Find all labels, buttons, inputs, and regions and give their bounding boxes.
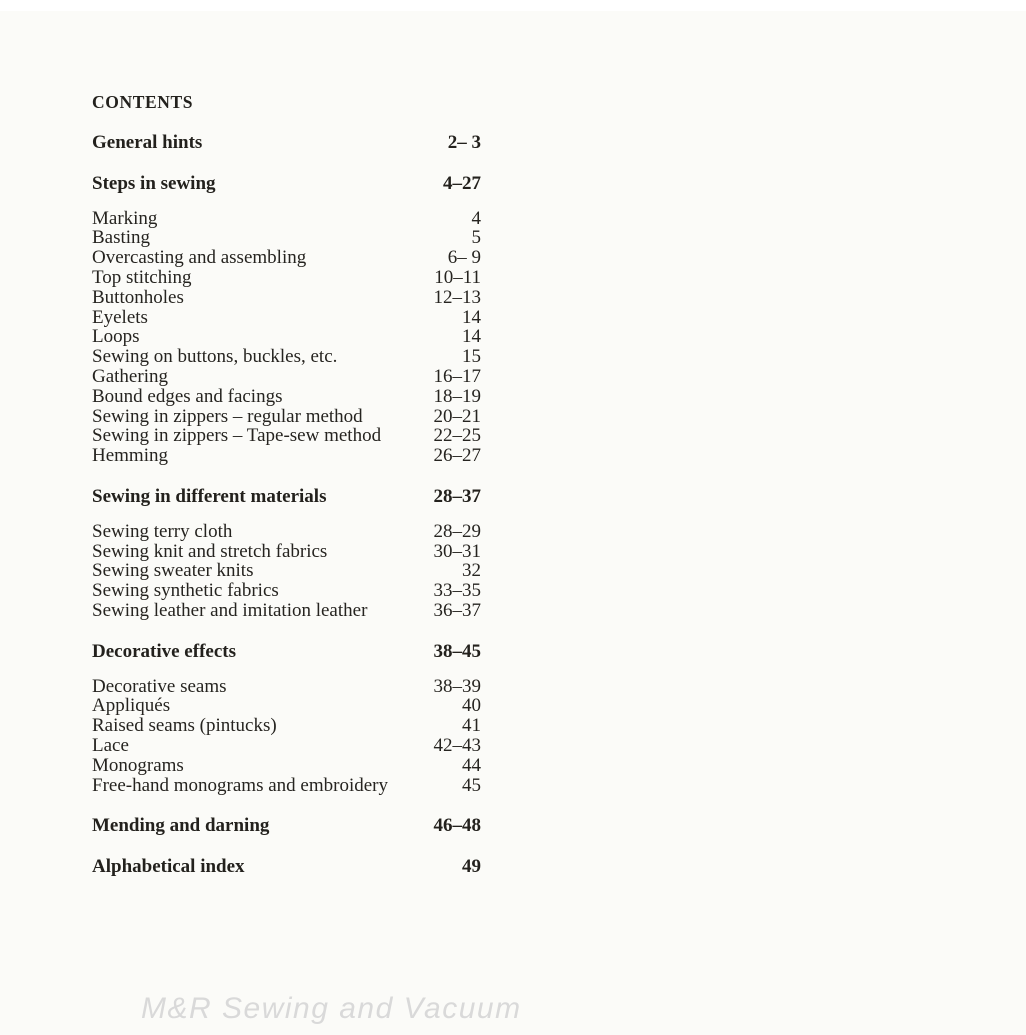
toc-item: [92, 426, 481, 446]
toc-item: [92, 327, 481, 347]
toc-entry-pages: 30–31: [433, 540, 481, 562]
table-of-contents: [92, 133, 481, 877]
toc-section-heading: [92, 487, 481, 507]
toc-item: [92, 288, 481, 308]
toc-entry-pages: 14: [462, 306, 481, 328]
toc-entry-pages: 40: [462, 695, 481, 717]
toc-entry-pages: 33–35: [433, 580, 481, 602]
toc-entry-pages: 18–19: [433, 385, 481, 407]
toc-entry-label: Lace: [92, 734, 129, 756]
toc-entry-pages: 32: [462, 560, 481, 582]
toc-item: [92, 446, 481, 466]
toc-section: [92, 174, 481, 466]
toc-entry-label: Sewing terry cloth: [92, 520, 233, 542]
toc-section-items: [92, 209, 481, 466]
scan-top-band: [0, 0, 1026, 11]
toc-section-heading: [92, 174, 481, 194]
toc-entry-label: Steps in sewing: [92, 172, 216, 194]
toc-item: [92, 776, 481, 796]
toc-section-heading: [92, 857, 481, 877]
toc-section-heading: [92, 642, 481, 662]
toc-entry-label: Decorative seams: [92, 675, 227, 697]
toc-entry-label: Hemming: [92, 445, 168, 467]
toc-item: [92, 248, 481, 268]
toc-entry-label: Sewing leather and imitation leather: [92, 599, 368, 621]
toc-entry-label: Sewing on buttons, buckles, etc.: [92, 346, 338, 368]
toc-entry-pages: 10–11: [434, 266, 481, 288]
toc-entry-pages: 42–43: [433, 734, 481, 756]
toc-section-heading: [92, 133, 481, 153]
toc-entry-label: Sewing in zippers – regular method: [92, 405, 363, 427]
toc-entry-label: Sewing in different materials: [92, 485, 327, 507]
toc-entry-pages: 45: [462, 774, 481, 796]
toc-entry-pages: 28–37: [433, 485, 481, 507]
toc-entry-pages: 49: [462, 856, 481, 878]
toc-entry-label: Marking: [92, 207, 158, 229]
toc-item: [92, 228, 481, 248]
toc-entry-label: Sewing synthetic fabrics: [92, 580, 279, 602]
toc-item: [92, 308, 481, 328]
toc-entry-pages: 16–17: [433, 365, 481, 387]
toc-entry-pages: 38–39: [433, 675, 481, 697]
toc-item: [92, 407, 481, 427]
toc-section-items: [92, 522, 481, 621]
toc-entry-label: Top stitching: [92, 266, 192, 288]
toc-entry-label: Sewing sweater knits: [92, 560, 254, 582]
toc-entry-label: Sewing in zippers – Tape-sew method: [92, 425, 382, 447]
toc-entry-pages: 6– 9: [447, 247, 481, 269]
toc-entry-pages: 14: [462, 326, 481, 348]
toc-item: [92, 677, 481, 697]
toc-entry-pages: 26–27: [433, 445, 481, 467]
page-title: CONTENTS: [92, 92, 194, 112]
toc-entry-pages: 12–13: [433, 286, 481, 308]
toc-entry-pages: 20–21: [433, 405, 481, 427]
toc-section-items: [92, 677, 481, 796]
toc-entry-pages: 28–29: [433, 520, 481, 542]
toc-entry-label: Appliqués: [92, 695, 171, 717]
toc-item: [92, 696, 481, 716]
toc-entry-label: Basting: [92, 227, 151, 249]
toc-entry-pages: 4: [471, 207, 481, 229]
toc-entry-label: Decorative effects: [92, 640, 236, 662]
toc-entry-label: Gathering: [92, 365, 168, 387]
toc-item: [92, 601, 481, 621]
toc-entry-pages: 46–48: [433, 815, 481, 837]
toc-item: [92, 716, 481, 736]
toc-item: [92, 268, 481, 288]
toc-item: [92, 387, 481, 407]
toc-entry-label: Monograms: [92, 754, 184, 776]
toc-entry-pages: 38–45: [433, 640, 481, 662]
toc-item: [92, 736, 481, 756]
toc-item: [92, 581, 481, 601]
toc-entry-pages: 2– 3: [447, 132, 481, 153]
toc-entry-pages: 4–27: [443, 172, 481, 194]
toc-entry-pages: 5: [471, 227, 481, 249]
toc-entry-pages: 22–25: [433, 425, 481, 447]
toc-item: [92, 347, 481, 367]
toc-entry-pages: 36–37: [433, 599, 481, 621]
toc-item: [92, 542, 481, 562]
toc-entry-label: Bound edges and facings: [92, 385, 283, 407]
watermark-text: M&R Sewing and Vacuum: [141, 992, 522, 1025]
toc-entry-label: Raised seams (pintucks): [92, 715, 277, 737]
toc-section: [92, 642, 481, 796]
toc-section: [92, 133, 481, 153]
toc-item: [92, 756, 481, 776]
toc-section: [92, 816, 481, 836]
toc-section: [92, 487, 481, 621]
toc-entry-label: Sewing knit and stretch fabrics: [92, 540, 328, 562]
toc-entry-label: Loops: [92, 326, 140, 348]
toc-item: [92, 209, 481, 229]
toc-entry-label: Alphabetical index: [92, 856, 245, 878]
toc-entry-label: Mending and darning: [92, 815, 270, 837]
toc-item: [92, 367, 481, 387]
toc-entry-pages: 44: [462, 754, 481, 776]
toc-item: [92, 561, 481, 581]
toc-item: [92, 522, 481, 542]
toc-entry-label: General hints: [92, 132, 203, 153]
toc-entry-label: Eyelets: [92, 306, 148, 328]
toc-entry-label: Overcasting and assembling: [92, 247, 307, 269]
toc-entry-pages: 41: [462, 715, 481, 737]
toc-entry-label: Free-hand monograms and embroidery: [92, 774, 388, 796]
toc-section: [92, 857, 481, 877]
toc-entry-pages: 15: [462, 346, 481, 368]
toc-section-heading: [92, 816, 481, 836]
manual-page: [0, 11, 481, 877]
toc-entry-label: Buttonholes: [92, 286, 184, 308]
